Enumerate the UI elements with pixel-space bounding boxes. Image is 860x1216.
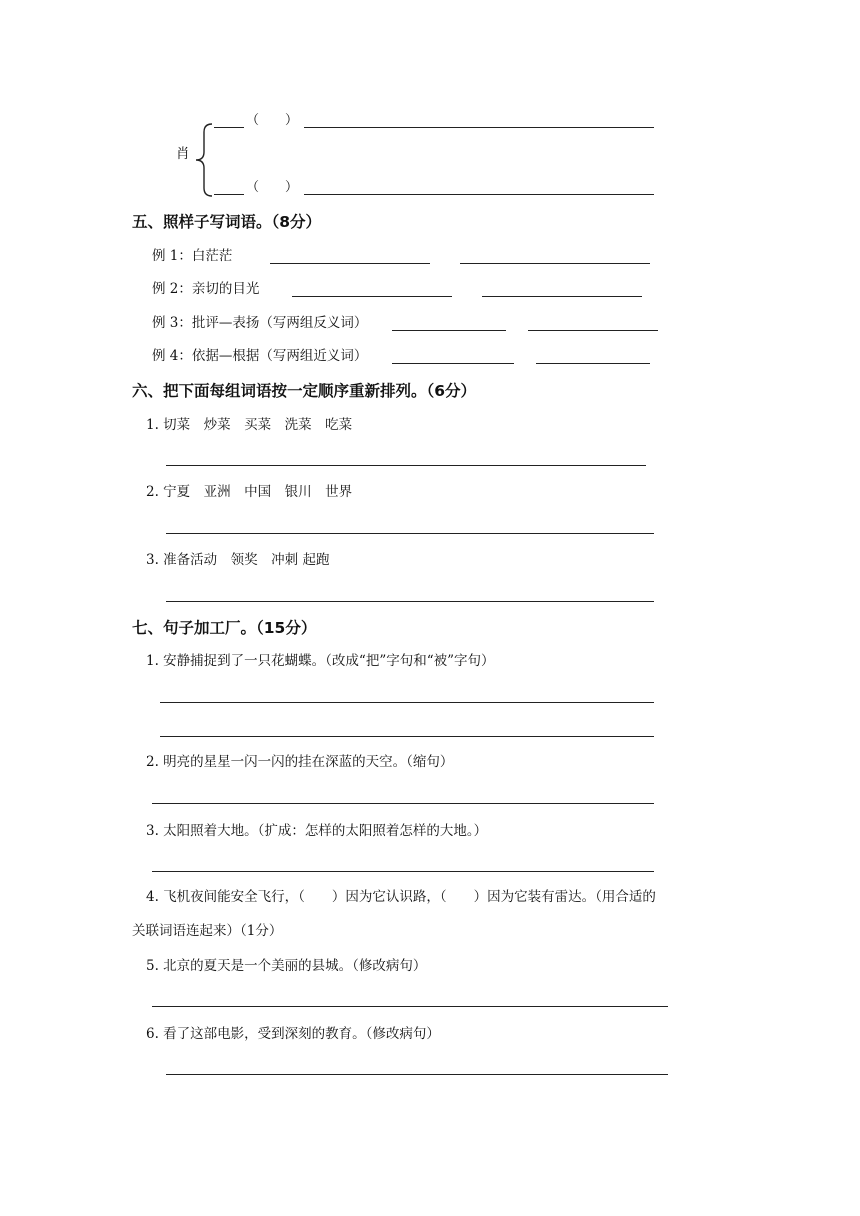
sentence-answer-1b[interactable] — [160, 736, 654, 737]
section-6-heading: 六、把下面每组词语按一定顺序重新排列。（6分） — [132, 382, 477, 400]
word-blank-2[interactable] — [304, 194, 654, 195]
word-blank-1[interactable] — [304, 127, 654, 128]
sentence-item-4-cont: 关联词语连起来）（1分） — [132, 923, 283, 939]
example-1-blank-a[interactable] — [270, 263, 430, 264]
example-2-blank-b[interactable] — [482, 296, 642, 297]
order-answer-line-3[interactable] — [166, 601, 654, 602]
sentence-answer-1a[interactable] — [160, 702, 654, 703]
order-item-2: 2. 宁夏 亚洲 中国 银川 世界 — [146, 484, 353, 500]
example-3-blank-a[interactable] — [392, 330, 506, 331]
pinyin-blank-2[interactable] — [214, 194, 244, 195]
order-item-1: 1. 切菜 炒菜 买菜 洗菜 吃菜 — [146, 417, 353, 433]
sentence-item-3: 3. 太阳照着大地。（扩成：怎样的太阳照着怎样的大地。） — [146, 823, 488, 839]
sentence-item-6: 6. 看了这部电影，受到深刻的教育。（修改病句） — [146, 1026, 440, 1042]
example-2: 例 2：亲切的目光 — [152, 281, 260, 297]
brace-icon — [192, 122, 214, 198]
example-1-blank-b[interactable] — [460, 263, 650, 264]
sentence-answer-3[interactable] — [152, 871, 654, 872]
paren-blank-1[interactable]: （ ） — [246, 113, 299, 128]
pinyin-blank-1[interactable] — [214, 127, 244, 128]
example-4-blank-a[interactable] — [392, 363, 514, 364]
sentence-item-2: 2. 明亮的星星一闪一闪的挂在深蓝的天空。（缩句） — [146, 754, 454, 770]
sentence-answer-2[interactable] — [152, 803, 654, 804]
sentence-item-5: 5. 北京的夏天是一个美丽的县城。（修改病句） — [146, 958, 427, 974]
section-7-heading: 七、句子加工厂。（15分） — [132, 619, 317, 637]
sentence-item-1: 1. 安静捕捉到了一只花蝴蝶。（改成“把”字句和“被”字句） — [146, 653, 495, 669]
example-4-blank-b[interactable] — [536, 363, 650, 364]
sentence-answer-5[interactable] — [152, 1006, 668, 1007]
example-2-blank-a[interactable] — [292, 296, 452, 297]
paren-blank-2[interactable]: （ ） — [246, 180, 299, 195]
example-1: 例 1：白茫茫 — [152, 248, 233, 264]
example-3: 例 3：批评—表扬（写两组反义词） — [152, 315, 368, 331]
order-item-3: 3. 准备活动 领奖 冲刺 起跑 — [146, 552, 330, 568]
order-answer-line-1[interactable] — [166, 465, 646, 466]
sentence-answer-6[interactable] — [166, 1074, 668, 1075]
order-answer-line-2[interactable] — [166, 533, 654, 534]
polyphone-char: 肖 — [176, 146, 190, 162]
example-4: 例 4：依据—根据（写两组近义词） — [152, 348, 368, 364]
example-3-blank-b[interactable] — [528, 330, 658, 331]
sentence-item-4: 4. 飞机夜间能安全飞行，（ ）因为它认识路，（ ）因为它装有雷达。（用合适的 — [146, 889, 656, 905]
section-5-heading: 五、照样子写词语。（8分） — [132, 213, 322, 231]
